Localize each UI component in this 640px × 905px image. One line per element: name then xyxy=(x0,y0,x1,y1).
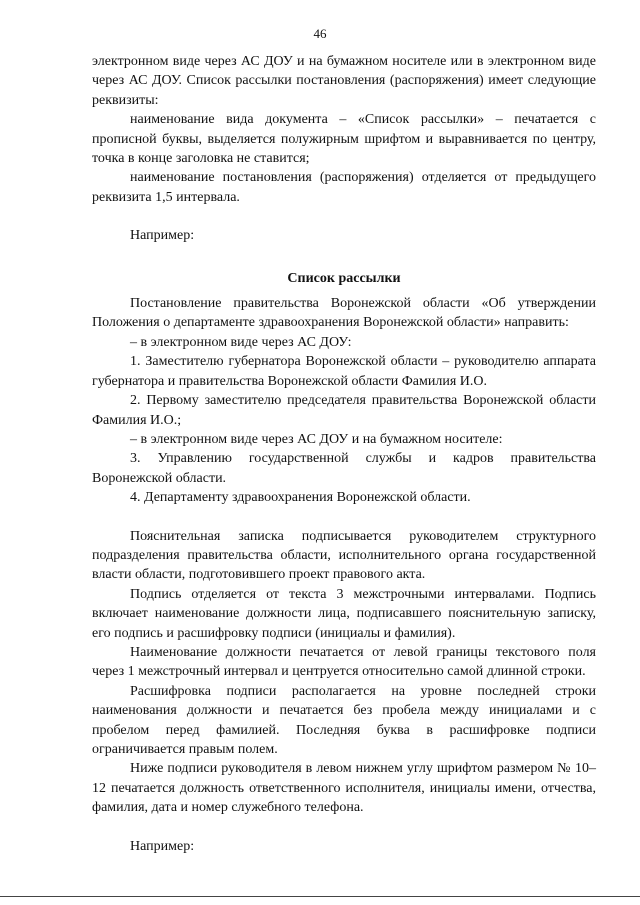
note-paragraph: Пояснительная записка подписывается руководителем структурного подразделения правительства области, исполнительного органа государственной власти области, подготовившего проект правового акта. xyxy=(92,528,596,583)
example-line: 2. Первому заместителю председателя правительства Воронежской области Фамилия И.О.; xyxy=(92,393,596,428)
example-heading: Список рассылки xyxy=(287,270,401,286)
bottom-divider xyxy=(0,896,640,897)
example-line: 4. Департаменту здравоохранения Воронежской области. xyxy=(130,490,471,506)
note-paragraph: Расшифровка подписи располагается на уровне последней строки наименования должности и печатается без пробела между инициалами и с пробелом перед фамилией. Последняя буква в расшифровке подписи ограничивается правым полем. xyxy=(92,683,596,757)
page-number: 46 xyxy=(313,26,327,41)
note-paragraph: Ниже подписи руководителя в левом нижнем углу шрифтом размером № 10–12 печатается должность ответственного исполнителя, инициалы имени, отчества, фамилия, дата и номер служебного телефона. xyxy=(92,761,596,816)
paragraph: электронном виде через АС ДОУ и на бумажном носителе или в электронном виде через АС ДОУ. Список рассылки постановления (распоряжения) имеет следующие реквизиты: xyxy=(92,54,596,108)
example-label: Например: xyxy=(130,228,195,244)
note-paragraph: Подпись отделяется от текста 3 межстрочными интервалами. Подпись включает наименование должности лица, подписавшего пояснительную записку, его подпись и расшифровку подписи (инициалы и фамилия). xyxy=(92,586,596,641)
closing-label: Например: xyxy=(130,838,195,854)
document-body xyxy=(92,52,596,856)
paragraph: наименование вида документа – «Список рассылки» – печатается с прописной буквы, выделяется полужирным шрифтом и выравнивается по центру, точка в конце заголовка не ставится; xyxy=(92,112,596,167)
note-paragraph: Наименование должности печатается от левой границы текстового поля через 1 межстрочный интервал и центруется относительно самой длинной строки. xyxy=(92,644,596,680)
example-line: Постановление правительства Воронежской области «Об утверждении Положения о департаменте здравоохранения Воронежской области» направить: xyxy=(92,296,596,331)
example-line: 3. Управлению государственной службы и кадров правительства Воронежской области. xyxy=(92,451,596,486)
example-line: – в электронном виде через АС ДОУ и на бумажном носителе: xyxy=(130,431,503,447)
example-line: 1. Заместителю губернатора Воронежской области – руководителю аппарата губернатора и правительства Воронежской области Фамилия И.О. xyxy=(92,354,596,389)
paragraph: наименование постановления (распоряжения) отделяется от предыдущего реквизита 1,5 интервала. xyxy=(92,170,596,205)
example-line: – в электронном виде через АС ДОУ: xyxy=(130,334,352,350)
